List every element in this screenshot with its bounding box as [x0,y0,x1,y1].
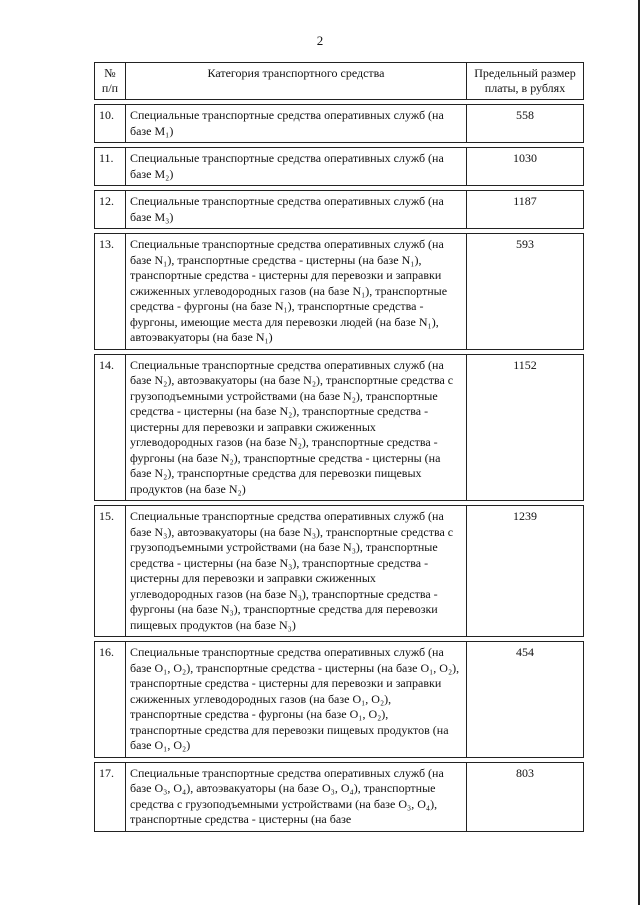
header-category: Категория транспортного средства [126,63,467,100]
table-row [95,148,584,186]
row-fee: 593 [467,234,584,350]
row-category: Специальные транспортные средства оперативных служб (на базе O₁, O₂), транспортные средства - цистерны (на базе O₁, O₂), транспортные средства - цистерны для перевозки и заправки сжиженных углеводородных газов (на базе O₁, O₂), транспортные средства - фургоны (на базе O₁, O₂), транспортные средства для перевозки пищевых продуктов (на базе O₁, O₂) [126,642,467,758]
row-category: Специальные транспортные средства оперативных служб (на базе O₃, O₄), автоэвакуаторы (на базе O₃, O₄), транспортные средства с грузоподъемными устройствами (на базе O₃, O₄), транспортные средства - цистерны (на базе [126,762,467,831]
row-fee: 454 [467,642,584,758]
row-category: Специальные транспортные средства оперативных служб (на базе N₂), автоэвакуаторы (на базе N₂), транспортные средства с грузоподъемными устройствами (на базе N₂), транспортные средства - цистерны (на базе N₂), транспортные средства - цистерны для перевозки и заправки сжиженных углеводородных газов (на базе N₂), транспортные средства - фургоны (на базе N₂), транспортные средства - цистерны (на базе N₂), транспортные средства для перевозки пищевых продуктов (на базе N₂) [126,354,467,501]
page-number: 2 [316,33,324,48]
table-header-row [95,63,584,100]
row-fee: 1152 [467,354,584,501]
table-row [95,105,584,143]
fee-table [94,62,584,832]
row-category: Специальные транспортные средства оперативных служб (на базе N₁), транспортные средства - цистерны (на базе N₁), транспортные средства - цистерны для перевозки и заправки сжиженных углеводородных газов (на базе N₁), транспортные средства - фургоны (на базе N₁), транспортные средства - фургоны, имеющие места для перевозки людей (на базе N₁), автоэвакуаторы (на базе N₁) [126,234,467,350]
row-number: 12. [95,191,126,229]
row-category: Специальные транспортные средства оперативных служб (на базе M₂) [126,148,467,186]
table-row [95,191,584,229]
row-number: 11. [95,148,126,186]
table-row [95,234,584,350]
row-number: 13. [95,234,126,350]
table-row [95,506,584,637]
header-fee: Предельный размер платы, в рублях [467,63,584,100]
row-fee: 558 [467,105,584,143]
row-number: 14. [95,354,126,501]
row-fee: 803 [467,762,584,831]
header-number: № п/п [95,63,126,100]
table-row [95,762,584,831]
row-number: 10. [95,105,126,143]
row-fee: 1030 [467,148,584,186]
row-fee: 1239 [467,506,584,637]
row-category: Специальные транспортные средства оперативных служб (на базе M₁) [126,105,467,143]
row-number: 15. [95,506,126,637]
row-category: Специальные транспортные средства оперативных служб (на базе M₃) [126,191,467,229]
table-row [95,642,584,758]
row-number: 16. [95,642,126,758]
table-row [95,354,584,501]
row-category: Специальные транспортные средства оперативных служб (на базе N₃), автоэвакуаторы (на базе N₃), транспортные средства с грузоподъемными устройствами (на базе N₃), транспортные средства - цистерны (на базе N₃), транспортные средства - цистерны для перевозки и заправки сжиженных углеводородных газов (на базе N₃), транспортные средства - фургоны (на базе N₃), транспортные средства для перевозки пищевых продуктов (на базе N₃) [126,506,467,637]
row-fee: 1187 [467,191,584,229]
row-number: 17. [95,762,126,831]
